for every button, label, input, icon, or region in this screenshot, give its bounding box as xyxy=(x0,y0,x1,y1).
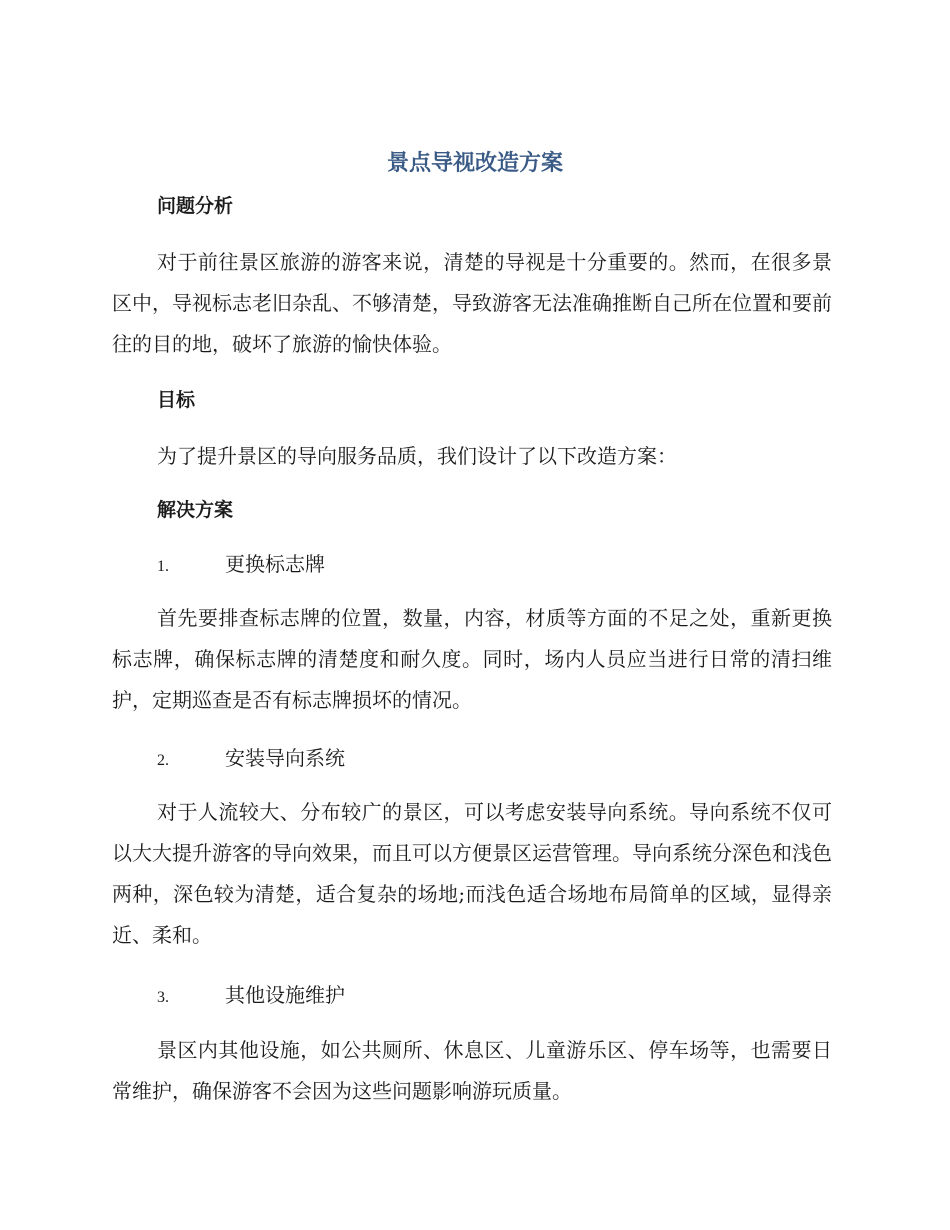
list-number: 1. xyxy=(157,558,169,575)
paragraph-item-1: 首先要排查标志牌的位置，数量，内容，材质等方面的不足之处，重新更换标志牌，确保标志牌的清楚度和耐久度。同时，场内人员应当进行日常的清扫维护，定期巡查是否有标志牌损坏的情况。 xyxy=(112,606,832,712)
paragraph-problem: 对于前往景区旅游的游客来说，清楚的导视是十分重要的。然而，在很多景区中，导视标志老旧杂乱、不够清楚，导致游客无法准确推断自己所在位置和要前往的目的地，破坏了旅游的愉快体验。 xyxy=(112,250,832,356)
list-label: 更换标志牌 xyxy=(225,552,325,576)
list-item-2 xyxy=(157,743,345,776)
paragraph-goal: 为了提升景区的导向服务品质，我们设计了以下改造方案： xyxy=(157,444,677,468)
list-number: 3. xyxy=(157,989,169,1006)
list-label: 其他设施维护 xyxy=(225,983,345,1007)
section-heading-problem: 问题分析 xyxy=(157,195,234,217)
section-heading-goal: 目标 xyxy=(157,389,196,411)
list-item-1 xyxy=(157,549,325,582)
list-item-3 xyxy=(157,980,345,1013)
list-label: 安装导向系统 xyxy=(225,746,345,770)
section-heading-solution: 解决方案 xyxy=(157,499,234,521)
list-number: 2. xyxy=(157,752,169,769)
paragraph-item-2: 对于人流较大、分布较广的景区，可以考虑安装导向系统。导向系统不仅可以大大提升游客的导向效果，而且可以方便景区运营管理。导向系统分深色和浅色两种，深色较为清楚，适合复杂的场地;而浅色适合场地布局简单的区域，显得亲近、柔和。 xyxy=(112,800,832,947)
document-title: 景点导视改造方案 xyxy=(386,151,563,176)
paragraph-item-3: 景区内其他设施，如公共厕所、休息区、儿童游乐区、停车场等，也需要日常维护，确保游客不会因为这些问题影响游玩质量。 xyxy=(112,1038,832,1103)
